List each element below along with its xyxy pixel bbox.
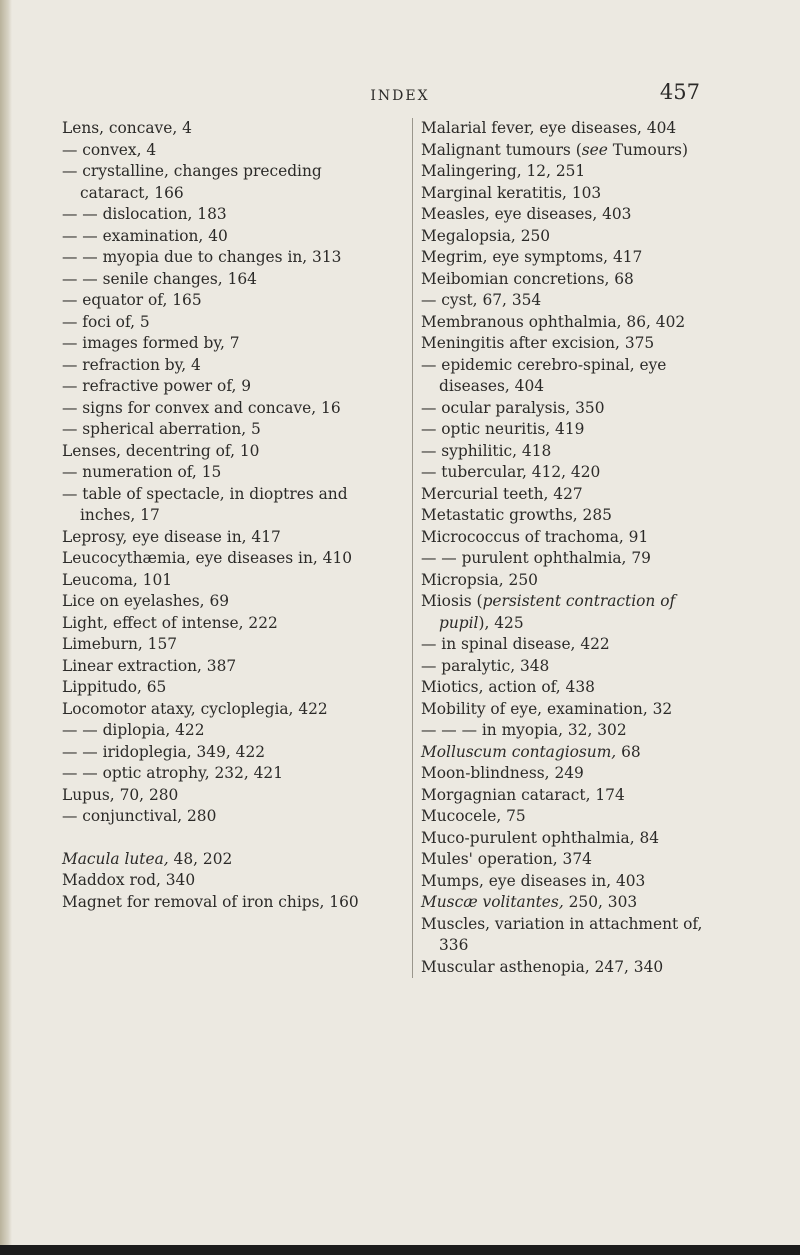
index-entry bbox=[62, 140, 392, 162]
index-entry-before: — — purulent ophthalmia, 79 bbox=[421, 549, 651, 567]
index-entry bbox=[62, 118, 392, 140]
index-entry bbox=[421, 527, 719, 549]
index-entry-before: Meningitis after excision, 375 bbox=[421, 334, 655, 352]
index-entry bbox=[421, 742, 719, 764]
index-entry bbox=[421, 548, 719, 570]
index-entry bbox=[62, 892, 392, 914]
index-entry-before: — refractive power of, 9 bbox=[62, 377, 252, 395]
index-entry bbox=[421, 763, 719, 785]
index-entry bbox=[421, 247, 719, 269]
index-entry-before: Membranous ophthalmia, 86, 402 bbox=[421, 312, 686, 331]
index-entry-before: — convex, 4 bbox=[62, 140, 157, 159]
index-entry-before: Light, effect of intense, 222 bbox=[62, 613, 278, 632]
index-entry bbox=[62, 398, 392, 420]
index-entry-before: Malarial fever, eye diseases, 404 bbox=[421, 119, 677, 137]
index-entry-before: Muscular asthenopia, 247, 340 bbox=[421, 957, 664, 976]
index-entry bbox=[421, 656, 719, 678]
index-entry bbox=[421, 957, 719, 979]
index-entry-before: — images formed by, 7 bbox=[62, 334, 240, 352]
index-entry-before: — optic neuritis, 419 bbox=[421, 420, 585, 438]
index-entry bbox=[62, 204, 392, 226]
index-entry-before: Mumps, eye diseases in, 403 bbox=[421, 871, 646, 890]
index-entry-before: Leucocythæmia, eye diseases in, 410 bbox=[62, 549, 353, 567]
index-entry bbox=[421, 462, 719, 484]
index-entry bbox=[421, 677, 719, 699]
index-entry-before: — epidemic cerebro-spinal, eye diseases, 404 bbox=[421, 355, 667, 395]
index-column-right bbox=[412, 118, 719, 978]
index-entry-before: Malingering, 12, 251 bbox=[421, 162, 586, 180]
index-entry-before: Metastatic growths, 285 bbox=[421, 506, 612, 524]
index-entry-before: Lippitudo, 65 bbox=[62, 678, 167, 696]
index-entry bbox=[62, 290, 392, 312]
index-entry bbox=[421, 333, 719, 355]
index-column-left bbox=[62, 118, 392, 913]
index-entry-italic: Muscæ volitantes, bbox=[421, 893, 564, 911]
index-entry-before: — — senile changes, 164 bbox=[62, 269, 257, 288]
index-entry bbox=[421, 828, 719, 850]
index-entry bbox=[62, 462, 392, 484]
index-entry bbox=[421, 871, 719, 893]
index-entry-before: Mercurial teeth, 427 bbox=[421, 484, 583, 503]
index-entry bbox=[421, 118, 719, 140]
index-entry bbox=[421, 355, 719, 398]
index-entry bbox=[62, 870, 392, 892]
index-entry bbox=[62, 656, 392, 678]
index-entry-after: 250, 303 bbox=[563, 893, 638, 911]
index-entry-before: — spherical aberration, 5 bbox=[62, 420, 261, 438]
index-entry-italic: Macula lutea, bbox=[62, 849, 169, 868]
index-entry bbox=[62, 484, 392, 527]
index-entry-before: Mules' operation, 374 bbox=[421, 850, 592, 868]
index-entry-before: Meibomian concretions, 68 bbox=[421, 269, 634, 288]
index-entry bbox=[421, 892, 719, 914]
index-entry bbox=[62, 355, 392, 377]
index-entry bbox=[62, 613, 392, 635]
index-entry bbox=[421, 849, 719, 871]
index-entry-after: ), 425 bbox=[478, 613, 524, 632]
index-entry-before: Lupus, 70, 280 bbox=[62, 785, 179, 804]
index-entry bbox=[62, 591, 392, 613]
index-entry-before: — ocular paralysis, 350 bbox=[421, 398, 605, 417]
index-entry bbox=[62, 548, 392, 570]
index-entry bbox=[62, 161, 392, 204]
index-entry bbox=[62, 312, 392, 334]
page-number: 457 bbox=[659, 80, 700, 104]
index-entry bbox=[62, 849, 392, 871]
index-entry-before: Mobility of eye, examination, 32 bbox=[421, 699, 673, 718]
index-entry-before: — paralytic, 348 bbox=[421, 656, 550, 675]
index-entry bbox=[421, 183, 719, 205]
index-entry-before: Maddox rod, 340 bbox=[62, 871, 196, 889]
index-entry-before: Miotics, action of, 438 bbox=[421, 678, 595, 696]
index-entry bbox=[62, 333, 392, 355]
index-entry-before: — conjunctival, 280 bbox=[62, 807, 217, 825]
index-entry-before: Measles, eye diseases, 403 bbox=[421, 205, 632, 223]
index-entry-before: — foci of, 5 bbox=[62, 312, 150, 331]
index-entry bbox=[62, 763, 392, 785]
index-entry bbox=[421, 785, 719, 807]
index-entry-italic: see bbox=[581, 140, 608, 159]
index-entry-before: Lenses, decentring of, 10 bbox=[62, 441, 260, 460]
index-entry bbox=[62, 699, 392, 721]
index-entry-before: Moon-blindness, 249 bbox=[421, 764, 584, 782]
index-entry bbox=[62, 785, 392, 807]
index-entry-before: Muco-purulent ophthalmia, 84 bbox=[421, 828, 660, 847]
index-entry-before: Megalopsia, 250 bbox=[421, 226, 551, 245]
index-entry bbox=[421, 290, 719, 312]
index-entry bbox=[62, 720, 392, 742]
index-entry-before: — — iridoplegia, 349, 422 bbox=[62, 742, 266, 761]
index-entry-before: Muscles, variation in attachment of, 336 bbox=[421, 914, 703, 954]
index-entry-after: 48, 202 bbox=[168, 849, 233, 868]
index-entry-before: Miosis ( bbox=[421, 592, 483, 610]
index-entry-before: — — optic atrophy, 232, 421 bbox=[62, 764, 284, 782]
index-entry-before: Linear extraction, 387 bbox=[62, 656, 237, 675]
index-entry bbox=[421, 914, 719, 957]
index-entry bbox=[62, 742, 392, 764]
index-entry-before: — — — in myopia, 32, 302 bbox=[421, 721, 627, 739]
index-entry-before: Lice on eyelashes, 69 bbox=[62, 592, 230, 610]
index-entry bbox=[421, 398, 719, 420]
index-entry bbox=[421, 419, 719, 441]
index-entry bbox=[421, 269, 719, 291]
index-entry bbox=[62, 441, 392, 463]
index-entry-before: — — myopia due to changes in, 313 bbox=[62, 248, 342, 266]
index-entry-before: — crystalline, changes preceding cataract, 166 bbox=[62, 162, 322, 202]
index-entry bbox=[62, 570, 392, 592]
index-entry-before: — — examination, 40 bbox=[62, 226, 228, 245]
index-entry bbox=[421, 570, 719, 592]
index-entry bbox=[62, 419, 392, 441]
index-entry-italic: Molluscum contagiosum, bbox=[421, 742, 617, 761]
index-entry-before: Leprosy, eye disease in, 417 bbox=[62, 527, 281, 546]
index-entry-before: Micrococcus of trachoma, 91 bbox=[421, 527, 649, 546]
index-entry-before: — cyst, 67, 354 bbox=[421, 291, 542, 309]
page-binding-edge bbox=[0, 0, 12, 1255]
index-entry bbox=[62, 677, 392, 699]
index-entry bbox=[421, 441, 719, 463]
index-entry bbox=[421, 591, 719, 634]
index-entry-before: Locomotor ataxy, cycloplegia, 422 bbox=[62, 699, 328, 718]
index-entry-before: Micropsia, 250 bbox=[421, 570, 538, 589]
index-entry bbox=[421, 161, 719, 183]
index-entry-before: Magnet for removal of iron chips, 160 bbox=[62, 892, 359, 911]
index-entry-before: Morgagnian cataract, 174 bbox=[421, 785, 625, 804]
index-entry-before: Mucocele, 75 bbox=[421, 807, 526, 825]
index-entry bbox=[62, 527, 392, 549]
index-entry-before: Limeburn, 157 bbox=[62, 635, 178, 653]
index-entry-before: — signs for convex and concave, 16 bbox=[62, 398, 341, 417]
index-entry bbox=[421, 699, 719, 721]
index-entry-before: — — dislocation, 183 bbox=[62, 205, 227, 223]
index-entry bbox=[62, 376, 392, 398]
index-entry-before: — numeration of, 15 bbox=[62, 463, 222, 481]
index-entry-before: Marginal keratitis, 103 bbox=[421, 183, 602, 202]
index-entry-before: — table of spectacle, in dioptres and inches, 17 bbox=[62, 484, 348, 524]
index-entry bbox=[421, 806, 719, 828]
index-entry-before: — in spinal disease, 422 bbox=[421, 635, 610, 653]
index-entry-after: 68 bbox=[616, 742, 641, 761]
index-entry bbox=[62, 634, 392, 656]
index-entry bbox=[421, 226, 719, 248]
index-entry bbox=[421, 720, 719, 742]
index-entry-before: — syphilitic, 418 bbox=[421, 441, 552, 460]
index-entry-italic: persistent contraction of pupil bbox=[439, 592, 676, 632]
index-entry-before: — tubercular, 412, 420 bbox=[421, 463, 601, 481]
scan-bottom-edge bbox=[0, 1245, 800, 1255]
index-entry-before: — — diplopia, 422 bbox=[62, 721, 205, 739]
index-entry bbox=[421, 505, 719, 527]
index-entry bbox=[421, 634, 719, 656]
index-entry bbox=[421, 312, 719, 334]
running-header: INDEX bbox=[370, 88, 430, 104]
index-entry bbox=[62, 226, 392, 248]
index-entry bbox=[62, 247, 392, 269]
index-entry bbox=[421, 484, 719, 506]
index-entry-before: Leucoma, 101 bbox=[62, 570, 173, 589]
index-entry-before: Lens, concave, 4 bbox=[62, 119, 192, 137]
index-entry bbox=[62, 269, 392, 291]
index-entry-after: Tumours) bbox=[607, 140, 688, 159]
index-entry-before: Malignant tumours ( bbox=[421, 140, 582, 159]
index-entry-before: — refraction by, 4 bbox=[62, 355, 201, 374]
index-entry bbox=[421, 204, 719, 226]
index-entry-before: Megrim, eye symptoms, 417 bbox=[421, 248, 643, 266]
index-entry bbox=[62, 806, 392, 828]
index-entry bbox=[421, 140, 719, 162]
index-entry-before: — equator of, 165 bbox=[62, 291, 202, 309]
